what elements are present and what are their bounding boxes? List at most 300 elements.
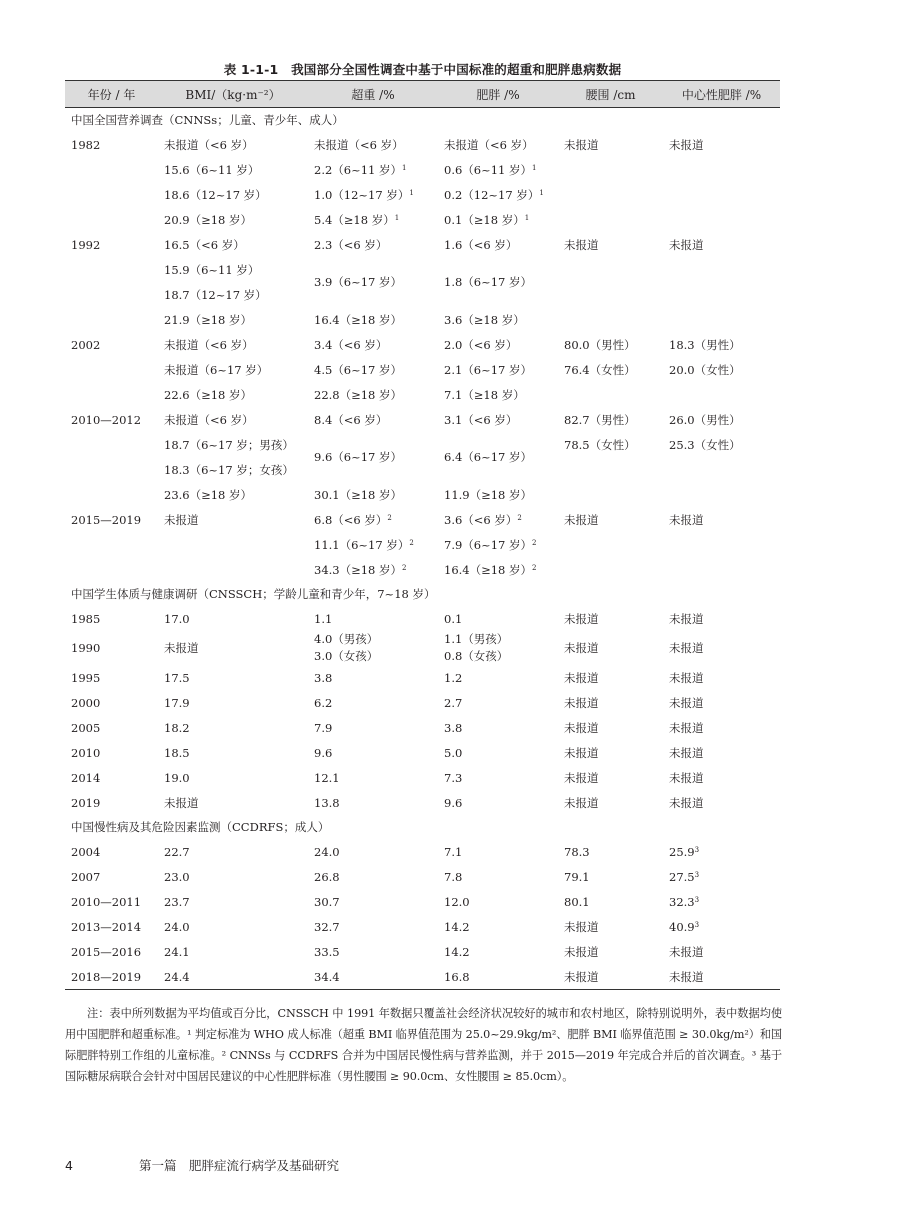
cell-value: 18.2 <box>164 720 190 735</box>
cell-bmi <box>158 207 308 232</box>
cell-bmi <box>158 282 308 307</box>
cell-value: 18.6（12~17 岁） <box>164 187 267 202</box>
cell-waist <box>558 482 663 507</box>
cell-value: 未报道 <box>669 770 704 785</box>
cell-value: 未报道 <box>669 670 704 685</box>
cell-value: 12.0 <box>444 894 470 909</box>
cell-central-obesity <box>663 132 780 157</box>
cell-waist <box>558 665 663 690</box>
cell-overweight <box>308 157 438 182</box>
cell-value: 22.7 <box>164 844 190 859</box>
cell-year <box>65 507 158 532</box>
cell-value: 未报道 <box>164 512 199 527</box>
cell-value: 2.1（6~17 岁） <box>444 362 533 377</box>
cell-value: 78.5（女性） <box>564 437 636 452</box>
cell-overweight <box>308 182 438 207</box>
cell-year <box>65 715 158 740</box>
cell-overweight <box>308 606 438 631</box>
table-row <box>65 132 780 157</box>
cell-central-obesity <box>663 482 780 507</box>
cell-value: 2.0（<6 岁） <box>444 337 518 352</box>
table-row <box>65 740 780 765</box>
cell-value: 27.5 <box>669 869 695 884</box>
cell-value: 未报道 <box>669 795 704 810</box>
table-row <box>65 382 780 407</box>
cell-bmi <box>158 740 308 765</box>
cell-bmi <box>158 606 308 631</box>
cell-value: 17.9 <box>164 695 190 710</box>
cell-value: 未报道 <box>669 745 704 760</box>
cell-year <box>65 606 158 631</box>
cell-value: 11.1（6~17 岁） <box>314 537 410 552</box>
footnote-marker: 1 <box>524 213 530 222</box>
cell-central-obesity <box>663 282 780 307</box>
cell-bmi <box>158 157 308 182</box>
cell-value: 15.9（6~11 岁） <box>164 262 260 277</box>
cell-waist <box>558 257 663 282</box>
cell-obesity <box>438 839 558 864</box>
cell-value: 未报道 <box>564 512 599 527</box>
footnote-marker: 3 <box>694 870 700 879</box>
cell-overweight <box>308 889 438 914</box>
table-header-row <box>65 81 780 108</box>
cell-central-obesity <box>663 557 780 582</box>
cell-value: 未报道 <box>564 237 599 252</box>
cell-overweight <box>308 332 438 357</box>
cell-obesity <box>438 332 558 357</box>
cell-value: 3.8 <box>444 720 463 735</box>
cell-value: 7.9（6~17 岁） <box>444 537 533 552</box>
footnote-marker: 2 <box>409 538 414 547</box>
cell-value: 32.7 <box>314 919 340 934</box>
cell-overweight <box>308 690 438 715</box>
cell-central-obesity <box>663 232 780 257</box>
cell-value: 2.7 <box>444 695 463 710</box>
cell-value: 未报道（<6 岁） <box>444 137 534 152</box>
cell-value: 78.3 <box>564 844 590 859</box>
cell-year <box>65 432 158 457</box>
cell-bmi <box>158 382 308 407</box>
cell-value: 未报道 <box>669 695 704 710</box>
cell-value: 14.2 <box>444 919 470 934</box>
table-row <box>65 790 780 815</box>
footnote-marker: 2 <box>402 563 407 572</box>
group-title: 中国慢性病及其危险因素监测（CCDRFS；成人） <box>71 820 330 834</box>
cell-year <box>65 282 158 307</box>
cell-value: 34.4 <box>314 969 340 984</box>
cell-obesity <box>438 914 558 939</box>
cell-value: 22.6（≥18 岁） <box>164 387 253 402</box>
cell-value: 14.2 <box>444 944 470 959</box>
cell-bmi <box>158 507 308 532</box>
cell-value: 1.2 <box>444 670 463 685</box>
cell-value: 2014 <box>71 770 101 785</box>
group-header-row <box>65 582 780 606</box>
table-row <box>65 557 780 582</box>
cell-year <box>65 557 158 582</box>
cell-overweight <box>308 839 438 864</box>
cell-value: 7.1 <box>444 844 463 859</box>
cell-value: 未报道 <box>669 944 704 959</box>
cell-overweight <box>308 665 438 690</box>
cell-value: 3.9（6~17 岁） <box>314 275 403 289</box>
cell-obesity <box>438 939 558 964</box>
cell-central-obesity <box>663 665 780 690</box>
cell-year <box>65 232 158 257</box>
cell-value: 未报道 <box>564 944 599 959</box>
cell-bmi <box>158 839 308 864</box>
cell-value: 18.3（6~17 岁；女孩） <box>164 462 294 477</box>
footnote-marker: 2 <box>532 563 537 572</box>
cell-value: 未报道 <box>669 237 704 252</box>
table-row <box>65 307 780 332</box>
cell-value: 17.0 <box>164 611 190 626</box>
cell-central-obesity <box>663 357 780 382</box>
cell-value: 40.9 <box>669 919 695 934</box>
cell-value: 17.5 <box>164 670 190 685</box>
cell-overweight <box>308 232 438 257</box>
cell-waist <box>558 382 663 407</box>
cell-value: 9.6 <box>314 745 333 760</box>
cell-obesity <box>438 532 558 557</box>
footnote-marker: 2 <box>517 513 522 522</box>
cell-waist <box>558 132 663 157</box>
cell-value: 未报道 <box>669 137 704 152</box>
cell-line: 1.1（男孩） <box>444 632 509 646</box>
cell-bmi <box>158 432 308 457</box>
cell-obesity <box>438 507 558 532</box>
cell-value: 76.4（女性） <box>564 362 636 377</box>
cell-value: 2015—2016 <box>71 944 142 959</box>
cell-year <box>65 690 158 715</box>
cell-value: 15.6（6~11 岁） <box>164 162 260 177</box>
cell-overweight <box>308 382 438 407</box>
cell-year <box>65 332 158 357</box>
cell-bmi <box>158 182 308 207</box>
cell-value: 未报道（<6 岁） <box>164 137 254 152</box>
footnote-marker: 1 <box>394 213 400 222</box>
table-row <box>65 407 780 432</box>
cell-bmi <box>158 232 308 257</box>
cell-obesity <box>438 132 558 157</box>
table-row <box>65 939 780 964</box>
cell-central-obesity <box>663 382 780 407</box>
cell-value: 26.0（男性） <box>669 412 741 427</box>
cell-obesity <box>438 257 558 307</box>
cell-obesity <box>438 182 558 207</box>
cell-overweight <box>308 407 438 432</box>
group-header-row <box>65 815 780 839</box>
cell-central-obesity <box>663 606 780 631</box>
cell-value: 未报道 <box>564 770 599 785</box>
group-header-row <box>65 108 780 133</box>
cell-value: 未报道 <box>669 611 704 626</box>
footnote-marker: 1 <box>539 188 544 197</box>
cell-bmi <box>158 964 308 990</box>
cell-central-obesity <box>663 790 780 815</box>
cell-value: 9.6 <box>444 795 463 810</box>
cell-waist <box>558 631 663 665</box>
cell-central-obesity <box>663 207 780 232</box>
cell-waist <box>558 407 663 432</box>
cell-value: 3.6（<6 岁） <box>444 512 518 527</box>
cell-value: 18.7（6~17 岁；男孩） <box>164 437 294 452</box>
cell-waist <box>558 282 663 307</box>
header-overweight: 超重 /% <box>308 81 438 108</box>
cell-bmi <box>158 665 308 690</box>
cell-value: 未报道 <box>669 720 704 735</box>
cell-overweight <box>308 357 438 382</box>
cell-central-obesity <box>663 740 780 765</box>
footnote-marker: 2 <box>387 513 392 522</box>
header-obesity: 肥胖 /% <box>438 81 558 108</box>
cell-waist <box>558 182 663 207</box>
table-row <box>65 889 780 914</box>
cell-waist <box>558 765 663 790</box>
cell-value: 6.8（<6 岁） <box>314 512 388 527</box>
cell-year <box>65 631 158 665</box>
footnote-marker: 2 <box>532 538 537 547</box>
table-row <box>65 332 780 357</box>
table-row <box>65 232 780 257</box>
cell-value: 未报道 <box>669 969 704 984</box>
cell-value: 0.6（6~11 岁） <box>444 162 533 177</box>
cell-value: 11.9（≥18 岁） <box>444 487 533 502</box>
cell-value: 80.1 <box>564 894 590 909</box>
cell-value: 19.0 <box>164 770 190 785</box>
cell-obesity <box>438 864 558 889</box>
cell-obesity <box>438 790 558 815</box>
cell-bmi <box>158 457 308 482</box>
cell-waist <box>558 507 663 532</box>
cell-year <box>65 407 158 432</box>
cell-waist <box>558 332 663 357</box>
cell-overweight <box>308 482 438 507</box>
page-footer <box>65 1156 339 1174</box>
table-row <box>65 964 780 990</box>
table-row <box>65 357 780 382</box>
cell-value: 24.0 <box>314 844 340 859</box>
cell-value: 8.4（<6 岁） <box>314 412 388 427</box>
cell-central-obesity <box>663 964 780 990</box>
cell-overweight <box>308 557 438 582</box>
cell-year <box>65 257 158 282</box>
table-row <box>65 690 780 715</box>
cell-year <box>65 157 158 182</box>
cell-central-obesity <box>663 257 780 282</box>
cell-obesity <box>438 407 558 432</box>
table-row <box>65 432 780 457</box>
cell-year <box>65 914 158 939</box>
cell-waist <box>558 889 663 914</box>
cell-value: 30.7 <box>314 894 340 909</box>
cell-central-obesity <box>663 182 780 207</box>
header-waist: 腰围 /cm <box>558 81 663 108</box>
cell-year <box>65 307 158 332</box>
cell-waist <box>558 557 663 582</box>
cell-year <box>65 765 158 790</box>
cell-overweight <box>308 432 438 482</box>
cell-bmi <box>158 914 308 939</box>
cell-overweight <box>308 715 438 740</box>
cell-bmi <box>158 532 308 557</box>
cell-value: 16.5（<6 岁） <box>164 237 245 252</box>
cell-value: 34.3（≥18 岁） <box>314 562 403 577</box>
cell-obesity <box>438 631 558 665</box>
cell-central-obesity <box>663 914 780 939</box>
cell-value: 3.6（≥18 岁） <box>444 312 525 327</box>
cell-value: 2019 <box>71 795 101 810</box>
cell-central-obesity <box>663 765 780 790</box>
cell-obesity <box>438 432 558 482</box>
cell-overweight <box>308 507 438 532</box>
cell-waist <box>558 207 663 232</box>
cell-value: 21.9（≥18 岁） <box>164 312 253 327</box>
table-row <box>65 157 780 182</box>
cell-obesity <box>438 964 558 990</box>
cell-value: 未报道 <box>564 695 599 710</box>
cell-value: 未报道（<6 岁） <box>164 412 254 427</box>
cell-line: 0.8（女孩） <box>444 649 509 663</box>
cell-year <box>65 864 158 889</box>
cell-value: 2.3（<6 岁） <box>314 237 388 252</box>
cell-value: 4.5（6~17 岁） <box>314 362 403 377</box>
cell-obesity <box>438 357 558 382</box>
cell-value: 2005 <box>71 720 101 735</box>
cell-value: 1.0（12~17 岁） <box>314 187 410 202</box>
cell-value: 1982 <box>71 137 101 152</box>
cell-year <box>65 457 158 482</box>
cell-waist <box>558 740 663 765</box>
cell-value: 2010—2011 <box>71 894 142 909</box>
table-row <box>65 207 780 232</box>
footnote-marker: 1 <box>532 163 537 172</box>
cell-value: 2007 <box>71 869 101 884</box>
cell-value: 3.8 <box>314 670 333 685</box>
cell-value: 26.8 <box>314 869 340 884</box>
cell-value: 未报道 <box>164 641 199 655</box>
table-row <box>65 839 780 864</box>
cell-value: 未报道（<6 岁） <box>164 337 254 352</box>
cell-bmi <box>158 765 308 790</box>
cell-value: 1.6（<6 岁） <box>444 237 518 252</box>
cell-central-obesity <box>663 407 780 432</box>
cell-value: 6.2 <box>314 695 333 710</box>
cell-value: 79.1 <box>564 869 590 884</box>
cell-line: 3.0（女孩） <box>314 649 379 663</box>
cell-obesity <box>438 889 558 914</box>
cell-value: 1.8（6~17 岁） <box>444 275 533 289</box>
cell-obesity <box>438 482 558 507</box>
cell-overweight <box>308 765 438 790</box>
cell-waist <box>558 157 663 182</box>
cell-value: 18.3（男性） <box>669 337 741 352</box>
table-row <box>65 665 780 690</box>
cell-overweight <box>308 864 438 889</box>
cell-central-obesity <box>663 839 780 864</box>
cell-value: 32.3 <box>669 894 695 909</box>
cell-bmi <box>158 864 308 889</box>
cell-bmi <box>158 557 308 582</box>
page-number: 4 <box>65 1158 73 1173</box>
section-title: 第一篇 肥胖症流行病学及基础研究 <box>138 1158 339 1173</box>
cell-bmi <box>158 132 308 157</box>
cell-value: 30.1（≥18 岁） <box>314 487 403 502</box>
cell-waist <box>558 939 663 964</box>
table-row <box>65 914 780 939</box>
cell-value: 13.8 <box>314 795 340 810</box>
group-title: 中国全国营养调查（CNNSs；儿童、青少年、成人） <box>71 113 344 127</box>
cell-value: 7.3 <box>444 770 463 785</box>
table-row <box>65 715 780 740</box>
cell-value: 2.2（6~11 岁） <box>314 162 403 177</box>
cell-bmi <box>158 715 308 740</box>
cell-overweight <box>308 964 438 990</box>
group-title: 中国学生体质与健康调研（CNSSCH；学龄儿童和青少年，7~18 岁） <box>71 587 436 601</box>
cell-value: 6.4（6~17 岁） <box>444 450 533 464</box>
cell-bmi <box>158 332 308 357</box>
cell-value: 未报道 <box>564 969 599 984</box>
cell-obesity <box>438 157 558 182</box>
footnote-marker: 3 <box>694 920 700 929</box>
table-row <box>65 182 780 207</box>
cell-value: 未报道 <box>564 795 599 810</box>
cell-value: 80.0（男性） <box>564 337 636 352</box>
cell-obesity <box>438 557 558 582</box>
cell-value: 25.9 <box>669 844 695 859</box>
cell-value: 7.9 <box>314 720 333 735</box>
footnote-marker: 1 <box>409 188 414 197</box>
cell-waist <box>558 232 663 257</box>
cell-obesity <box>438 307 558 332</box>
cell-central-obesity <box>663 157 780 182</box>
cell-value: 1985 <box>71 611 101 626</box>
cell-value: 18.7（12~17 岁） <box>164 287 267 302</box>
cell-value: 24.0 <box>164 919 190 934</box>
cell-waist <box>558 964 663 990</box>
cell-line: 4.0（男孩） <box>314 632 379 646</box>
cell-year <box>65 889 158 914</box>
table-row <box>65 507 780 532</box>
cell-central-obesity <box>663 690 780 715</box>
cell-value: 未报道 <box>669 641 704 655</box>
cell-year <box>65 790 158 815</box>
cell-value: 2004 <box>71 844 101 859</box>
cell-value: 未报道 <box>164 795 199 810</box>
cell-waist <box>558 357 663 382</box>
cell-obesity <box>438 690 558 715</box>
cell-central-obesity <box>663 307 780 332</box>
cell-central-obesity <box>663 889 780 914</box>
cell-value: 7.8 <box>444 869 463 884</box>
cell-value: 未报道（6~17 岁） <box>164 362 269 377</box>
cell-waist <box>558 715 663 740</box>
cell-value: 7.1（≥18 岁） <box>444 387 525 402</box>
cell-year <box>65 182 158 207</box>
cell-value: 未报道 <box>669 512 704 527</box>
header-central-obesity: 中心性肥胖 /% <box>663 81 780 108</box>
footnote-marker: 3 <box>694 895 700 904</box>
footnote-marker: 3 <box>694 845 700 854</box>
cell-central-obesity <box>663 507 780 532</box>
cell-waist <box>558 606 663 631</box>
cell-central-obesity <box>663 715 780 740</box>
cell-bmi <box>158 939 308 964</box>
cell-waist <box>558 457 663 482</box>
cell-year <box>65 839 158 864</box>
cell-central-obesity <box>663 864 780 889</box>
cell-value: 2013—2014 <box>71 919 142 934</box>
